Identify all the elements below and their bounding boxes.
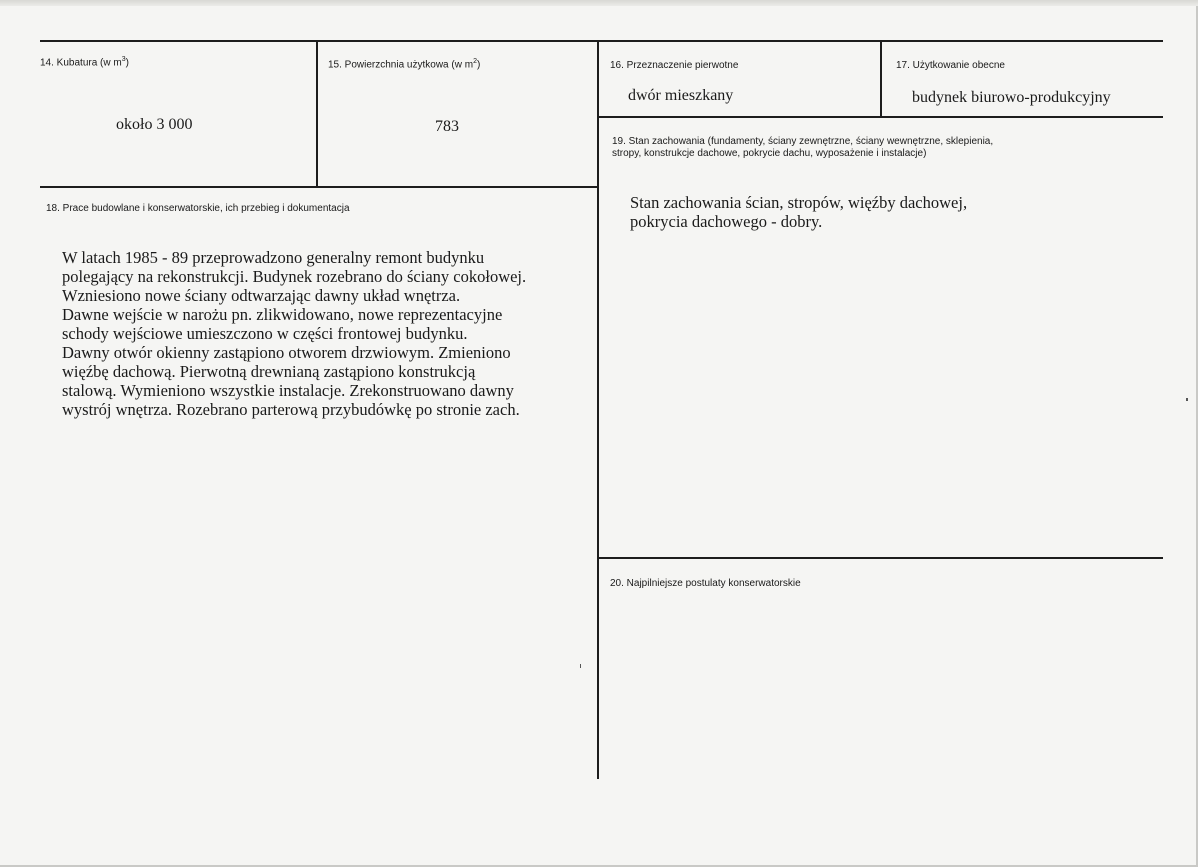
scan-speck <box>580 664 581 668</box>
field-16-label: 16. Przeznaczenie pierwotne <box>610 60 739 71</box>
rule-center-divider <box>597 40 599 779</box>
field-14-label-text: 14. Kubatura (w m <box>40 57 122 69</box>
field-19-label: 19. Stan zachowania (fundamenty, ściany zewnętrzne, ściany wewnętrzne, sklepienia, stropy, konstrukcje dachowe, pokrycie dachu, wyposażenie i instalacje) <box>612 136 994 159</box>
field-14-value: około 3 000 <box>116 116 193 133</box>
field-15-label <box>328 58 480 70</box>
field-14-label-end: ) <box>125 57 129 69</box>
field-15-label-end: ) <box>476 59 481 71</box>
rule-14-15-divider <box>316 40 318 187</box>
field-14-label-sup: 3 <box>121 56 126 63</box>
field-19-value: Stan zachowania ścian, stropów, więźby dachowej, pokrycia dachowego - dobry. <box>630 193 968 231</box>
field-17-label: 17. Użytkowanie obecne <box>896 60 1005 71</box>
field-20-label: 20. Najpilniejsze postulaty konserwatorskie <box>610 578 801 589</box>
rule-19-bottom <box>599 557 1163 559</box>
field-16-value: dwór mieszkany <box>628 87 734 104</box>
rule-14-15-bottom <box>40 186 599 188</box>
scan-speck <box>1186 398 1188 401</box>
field-18-value: W latach 1985 - 89 przeprowadzono generalny remont budynku polegający na rekonstrukcji. Budynek rozebrano do ściany cokołowej. Wzniesiono nowe ściany odtwarzając dawny układ wnętrza. Dawne wejście w narożu pn. zlikwidowano, nowe reprezentacyjne schody wejściowe umieszczono w części frontowej budynku. Dawny otwór okienny zastąpiono otworem drzwiowym. Zmieniono więźbę dachową. Pierwotną drewnianą zastąpiono konstrukcją stalową. Wymieniono wszystkie instalacje. Zrekonstruowano dawny wystrój wnętrza. Rozebrano parterową przybudówkę po stronie zach. <box>62 248 527 419</box>
rule-16-17-divider <box>880 40 882 117</box>
field-15-label-text: 15. Powierzchnia użytkowa (w m <box>328 59 474 71</box>
field-18-label: 18. Prace budowlane i konserwatorskie, ich przebieg i dokumentacja <box>46 203 350 214</box>
field-15-label-sup: 2 <box>473 58 477 65</box>
field-14-label <box>40 56 129 68</box>
scan-top-edge <box>0 0 1198 6</box>
field-15-value: 783 <box>435 118 459 135</box>
field-17-value: budynek biurowo-produkcyjny <box>912 89 1111 106</box>
rule-top <box>40 40 1163 42</box>
